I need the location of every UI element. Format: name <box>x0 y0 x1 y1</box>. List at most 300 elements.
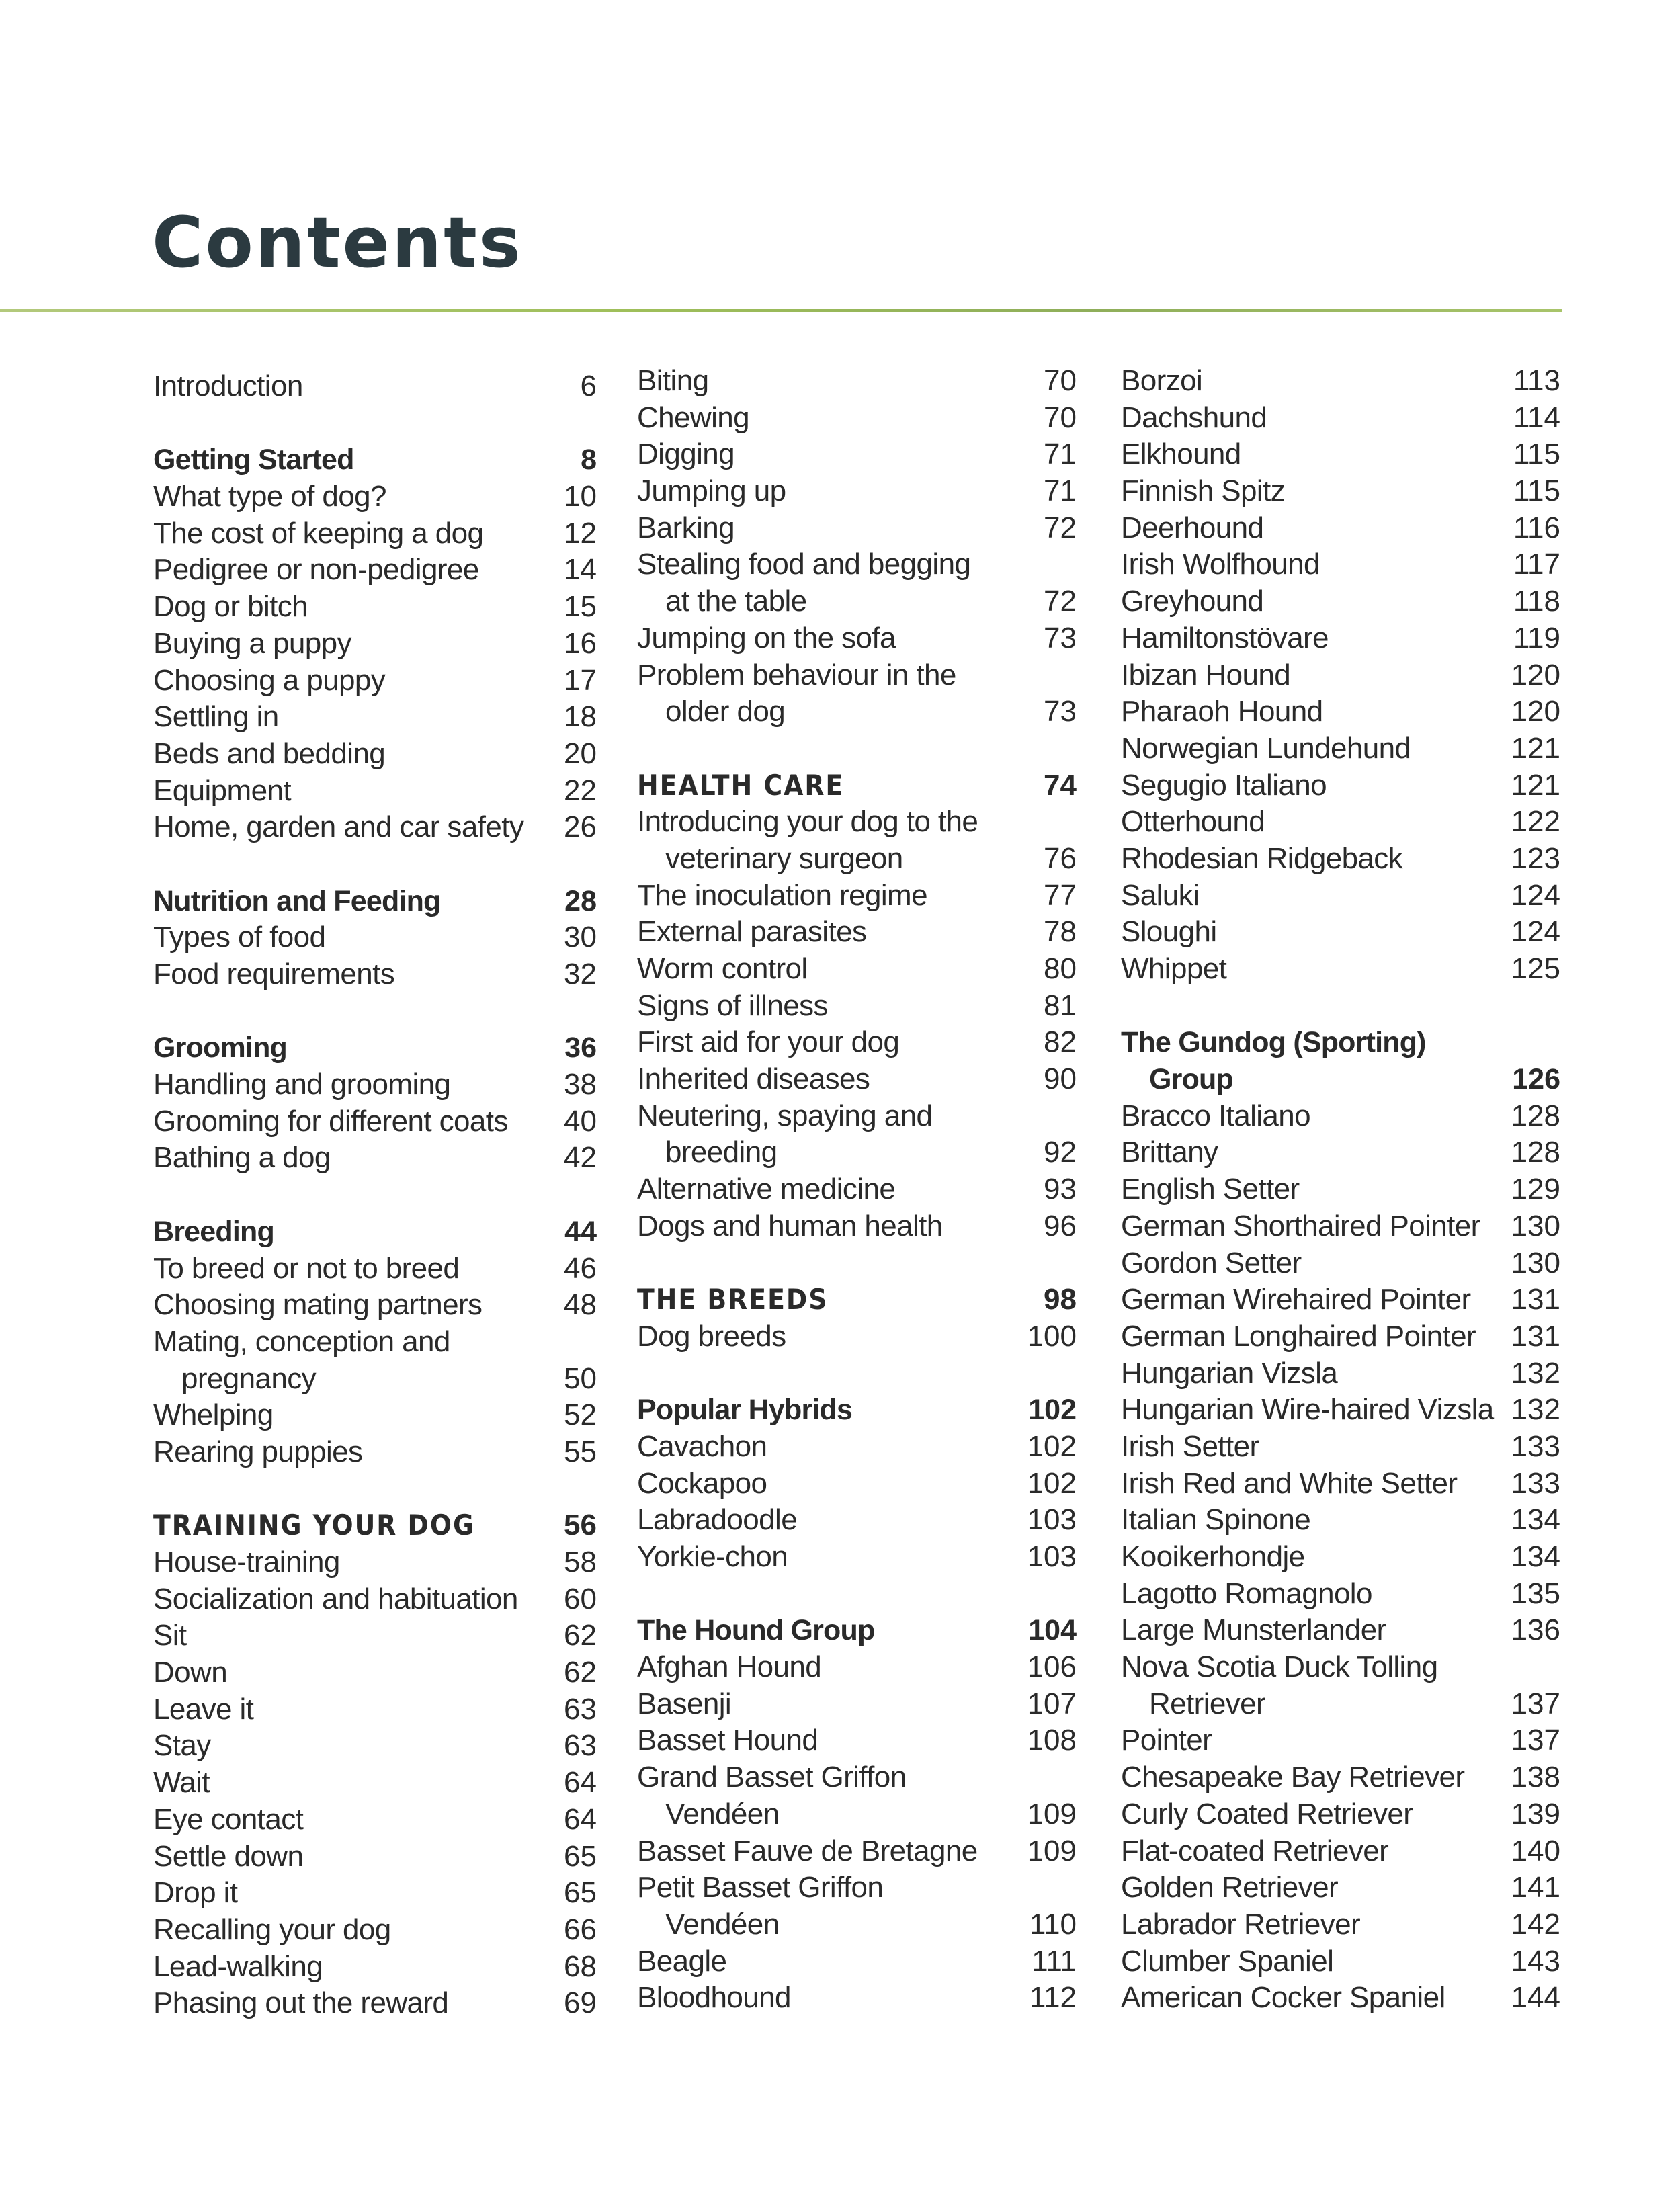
toc-entry[interactable] <box>153 1324 597 1361</box>
toc-entry-title: Choosing mating partners <box>153 1288 482 1322</box>
toc-page-number: 93 <box>1044 1173 1077 1206</box>
toc-entry-title: The inoculation regime <box>637 878 927 912</box>
toc-entry-title: Borzoi <box>1121 364 1203 397</box>
toc-entry-title: Gordon Setter <box>1121 1246 1302 1279</box>
toc-entry[interactable] <box>637 1061 1077 1098</box>
toc-entry[interactable] <box>1121 1281 1560 1318</box>
toc-entry-title: American Cocker Spaniel <box>1121 1981 1445 2015</box>
toc-entry-title: Yorkie-chon <box>637 1540 788 1573</box>
toc-entry-title: Basset Fauve de Bretagne <box>637 1834 978 1867</box>
toc-page-number: 112 <box>1029 1981 1077 2015</box>
toc-entry-title: Getting Started <box>153 444 354 476</box>
toc-section-heading[interactable] <box>637 1612 1077 1649</box>
toc-page-number: 109 <box>1027 1834 1077 1867</box>
toc-entry-title: Phasing out the reward <box>153 1986 449 2020</box>
toc-page-number: 129 <box>1511 1173 1560 1206</box>
toc-entry[interactable] <box>637 363 1077 400</box>
toc-page-number: 118 <box>1513 585 1560 618</box>
toc-entry[interactable] <box>1121 1943 1560 1980</box>
toc-section-heading-continuation[interactable] <box>1121 1061 1560 1098</box>
toc-page-number: 20 <box>564 736 597 770</box>
toc-entry-title: Bracco Italiano <box>1121 1099 1311 1132</box>
toc-entry[interactable] <box>1121 1208 1560 1245</box>
toc-entry-title: First aid for your dog <box>637 1025 900 1059</box>
toc-entry[interactable] <box>637 1722 1077 1759</box>
toc-page-number: 72 <box>1044 511 1077 544</box>
toc-section-heading[interactable] <box>153 883 597 920</box>
toc-entry-continuation[interactable] <box>637 1134 1077 1171</box>
toc-page-number: 125 <box>1511 952 1560 985</box>
toc-entry[interactable] <box>1121 693 1560 730</box>
toc-page-number: 131 <box>1511 1319 1560 1353</box>
toc-entry-title: The cost of keeping a dog <box>153 516 484 550</box>
toc-page-number: 132 <box>1511 1356 1560 1390</box>
toc-entry[interactable] <box>153 1140 597 1177</box>
toc-page-number: 15 <box>564 590 597 624</box>
toc-entry[interactable] <box>637 1833 1077 1870</box>
toc-entry[interactable] <box>1121 1171 1560 1208</box>
toc-entry[interactable] <box>153 1949 597 1986</box>
toc-entry[interactable] <box>153 1544 597 1581</box>
toc-entry-title: Lead-walking <box>153 1949 323 1983</box>
toc-page-number: 138 <box>1511 1761 1560 1794</box>
toc-entry[interactable] <box>637 1943 1077 1980</box>
toc-entry[interactable] <box>637 1429 1077 1466</box>
toc-entry[interactable] <box>1121 620 1560 657</box>
toc-entry[interactable] <box>1121 1502 1560 1539</box>
toc-page-number: 80 <box>1044 952 1077 985</box>
toc-entry[interactable] <box>153 368 597 405</box>
toc-page-number: 78 <box>1044 915 1077 949</box>
toc-entry[interactable] <box>153 1397 597 1434</box>
toc-entry[interactable] <box>637 914 1077 951</box>
toc-page-number: 32 <box>564 958 597 991</box>
toc-entry[interactable] <box>637 988 1077 1025</box>
toc-entry-title: Down <box>153 1656 228 1689</box>
toc-page-number: 70 <box>1044 401 1077 434</box>
toc-entry-title: Pointer <box>1121 1724 1212 1757</box>
toc-entry-title: Clumber Spaniel <box>1121 1944 1334 1978</box>
toc-page-number: 71 <box>1044 474 1077 508</box>
toc-entry-title: Types of food <box>153 921 326 954</box>
toc-entry-title: Breeding <box>153 1215 274 1248</box>
toc-entry[interactable] <box>637 1318 1077 1355</box>
toc-entry[interactable] <box>1121 657 1560 694</box>
toc-page-number: 16 <box>564 626 597 660</box>
toc-entry-title: Recalling your dog <box>153 1912 391 1946</box>
toc-entry[interactable] <box>153 1581 597 1618</box>
toc-page-number: 137 <box>1511 1724 1560 1757</box>
section-spacer <box>153 405 597 442</box>
toc-entry[interactable] <box>637 400 1077 437</box>
section-spacer <box>1121 988 1560 1025</box>
toc-entry[interactable] <box>153 1287 597 1324</box>
toc-entry-title: Whelping <box>153 1398 274 1432</box>
toc-entry-title: The Gundog (Sporting) <box>1121 1026 1426 1059</box>
toc-entry-title: Nutrition and Feeding <box>153 884 441 917</box>
toc-entry[interactable] <box>637 1208 1077 1245</box>
toc-entry-title: veterinary surgeon <box>665 841 903 875</box>
toc-entry[interactable] <box>153 1251 597 1288</box>
toc-entry[interactable] <box>1121 878 1560 915</box>
toc-entry-title: Alternative medicine <box>637 1173 896 1206</box>
toc-entry[interactable] <box>637 1869 1077 1906</box>
toc-entry-title: The Hound Group <box>637 1614 875 1647</box>
toc-entry-title: Saluki <box>1121 878 1200 912</box>
toc-page-number: 102 <box>1028 1394 1077 1427</box>
toc-entry[interactable] <box>637 804 1077 841</box>
toc-part-heading[interactable] <box>637 767 1077 804</box>
toc-page-number: 139 <box>1511 1797 1560 1830</box>
toc-page-number: 50 <box>564 1361 597 1395</box>
toc-entry[interactable] <box>1121 841 1560 878</box>
toc-entry[interactable] <box>153 1802 597 1839</box>
toc-entry[interactable] <box>1121 473 1560 510</box>
toc-entry[interactable] <box>637 1649 1077 1686</box>
toc-entry[interactable] <box>153 1839 597 1876</box>
toc-page-number: 28 <box>564 884 597 917</box>
toc-page-number: 96 <box>1044 1209 1077 1243</box>
toc-section-heading[interactable] <box>153 441 597 478</box>
toc-entry-title: Mating, conception and <box>153 1324 450 1358</box>
toc-page-number: 10 <box>564 480 597 513</box>
toc-entry-title: Golden Retriever <box>1121 1871 1338 1904</box>
toc-entry-title: Settle down <box>153 1839 304 1873</box>
toc-page-number: 52 <box>564 1398 597 1432</box>
toc-entry[interactable] <box>1121 1869 1560 1906</box>
toc-entry-title: Beds and bedding <box>153 736 386 770</box>
toc-page-number: 131 <box>1511 1283 1560 1316</box>
toc-page-number: 113 <box>1513 364 1560 397</box>
toc-entry-title: Hamiltonstövare <box>1121 621 1329 655</box>
toc-entry[interactable] <box>637 1024 1077 1061</box>
toc-entry-title: Basenji <box>637 1687 732 1720</box>
toc-entry[interactable] <box>1121 1906 1560 1943</box>
toc-entry[interactable] <box>153 1691 597 1728</box>
toc-entry[interactable] <box>1121 1098 1560 1135</box>
toc-entry[interactable] <box>637 510 1077 547</box>
toc-entry[interactable] <box>153 1912 597 1949</box>
toc-entry-continuation[interactable] <box>637 841 1077 878</box>
toc-section-heading[interactable] <box>637 1392 1077 1429</box>
toc-entry-title: Handling and grooming <box>153 1068 451 1101</box>
toc-entry-title: Afghan Hound <box>637 1650 822 1684</box>
toc-part-heading[interactable] <box>153 1507 597 1544</box>
toc-entry[interactable] <box>153 1654 597 1691</box>
toc-entry-title: Large Munsterlander <box>1121 1613 1386 1647</box>
toc-page-number: 65 <box>564 1839 597 1873</box>
toc-entry[interactable] <box>637 436 1077 473</box>
toc-entry[interactable] <box>637 657 1077 694</box>
toc-entry-title: at the table <box>665 585 807 618</box>
section-spacer <box>153 846 597 883</box>
toc-page-number: 124 <box>1511 915 1560 949</box>
toc-entry-title: breeding <box>665 1136 778 1169</box>
toc-entry-title: Stay <box>153 1729 211 1763</box>
toc-entry[interactable] <box>637 620 1077 657</box>
toc-page-number: 114 <box>1513 401 1560 434</box>
toc-entry-title: Digging <box>637 437 735 471</box>
toc-entry[interactable] <box>1121 546 1560 583</box>
toc-entry[interactable] <box>637 1759 1077 1796</box>
toc-page-number: 115 <box>1513 437 1560 471</box>
toc-entry-title: Greyhound <box>1121 585 1264 618</box>
toc-entry-title: Dachshund <box>1121 401 1267 434</box>
toc-entry[interactable] <box>1121 1722 1560 1759</box>
toc-part-heading[interactable] <box>637 1281 1077 1318</box>
toc-entry[interactable] <box>153 1875 597 1912</box>
toc-page-number: 121 <box>1511 768 1560 802</box>
toc-entry[interactable] <box>153 1617 597 1654</box>
toc-entry[interactable] <box>1121 767 1560 804</box>
toc-entry[interactable] <box>153 1985 597 2022</box>
toc-page-number: 44 <box>564 1215 597 1248</box>
toc-entry[interactable] <box>153 1103 597 1140</box>
toc-entry[interactable] <box>1121 400 1560 437</box>
toc-column-1 <box>153 368 597 2022</box>
toc-entry[interactable] <box>1121 914 1560 951</box>
toc-page-number: 136 <box>1511 1613 1560 1647</box>
toc-page-number: 55 <box>564 1435 597 1468</box>
toc-entry[interactable] <box>1121 1355 1560 1392</box>
toc-page-number: 77 <box>1044 878 1077 912</box>
toc-entry-title: German Longhaired Pointer <box>1121 1319 1476 1353</box>
toc-entry-title: Irish Wolfhound <box>1121 548 1320 581</box>
toc-entry-title: Inherited diseases <box>637 1062 870 1096</box>
toc-page-number: 137 <box>1511 1687 1560 1720</box>
toc-entry-title: Vendéen <box>665 1797 780 1830</box>
toc-page-number: 72 <box>1044 585 1077 618</box>
toc-entry-title: Dog or bitch <box>153 590 308 624</box>
toc-entry[interactable] <box>153 1728 597 1765</box>
toc-entry[interactable] <box>637 1171 1077 1208</box>
toc-entry-title: TRAINING YOUR DOG <box>153 1509 476 1542</box>
toc-entry[interactable] <box>1121 1429 1560 1466</box>
toc-page-number: 62 <box>564 1619 597 1652</box>
toc-entry-title: Vendéen <box>665 1907 780 1941</box>
toc-entry-continuation[interactable] <box>637 1906 1077 1943</box>
toc-entry-title: Bathing a dog <box>153 1141 331 1175</box>
toc-entry-title: Cockapoo <box>637 1466 767 1500</box>
toc-column-3 <box>1121 363 1560 2017</box>
toc-entry-title: Barking <box>637 511 734 544</box>
toc-entry[interactable] <box>1121 583 1560 620</box>
toc-entry-title: Neutering, spaying and <box>637 1099 933 1132</box>
toc-entry[interactable] <box>153 1066 597 1103</box>
toc-page-number: 22 <box>564 773 597 807</box>
toc-page-number: 18 <box>564 700 597 734</box>
toc-entry-title: Chewing <box>637 401 750 434</box>
toc-page-number: 12 <box>564 516 597 550</box>
toc-page-number: 121 <box>1511 731 1560 765</box>
section-spacer <box>153 993 597 1030</box>
toc-entry[interactable] <box>637 1539 1077 1576</box>
toc-entry-title: Beagle <box>637 1944 727 1978</box>
toc-entry-title: Stealing food and begging <box>637 548 971 581</box>
toc-entry-title: HEALTH CARE <box>637 768 845 802</box>
toc-entry-title: Dogs and human health <box>637 1209 943 1243</box>
toc-entry[interactable] <box>637 546 1077 583</box>
toc-entry-title: Ibizan Hound <box>1121 658 1291 691</box>
toc-entry[interactable] <box>1121 1576 1560 1613</box>
toc-entry-title: Socialization and habituation <box>153 1582 518 1615</box>
toc-entry-title: Segugio Italiano <box>1121 768 1327 802</box>
toc-page-number: 103 <box>1027 1540 1077 1573</box>
toc-entry[interactable] <box>153 478 597 515</box>
toc-entry-continuation[interactable] <box>1121 1686 1560 1723</box>
toc-entry-title: Eye contact <box>153 1802 304 1836</box>
toc-entry-title: Choosing a puppy <box>153 663 386 697</box>
toc-entry-title: Equipment <box>153 773 291 807</box>
toc-entry-title: Rhodesian Ridgeback <box>1121 841 1403 875</box>
toc-entry-title: Whippet <box>1121 952 1227 985</box>
toc-entry[interactable] <box>153 919 597 956</box>
toc-entry[interactable] <box>1121 730 1560 767</box>
toc-entry-title: Brittany <box>1121 1136 1218 1169</box>
toc-entry-title: Sit <box>153 1619 187 1652</box>
toc-entry[interactable] <box>153 589 597 626</box>
toc-entry[interactable] <box>1121 1245 1560 1282</box>
toc-entry-title: Finnish Spitz <box>1121 474 1286 508</box>
toc-entry-title: Labradoodle <box>637 1503 798 1537</box>
toc-entry[interactable] <box>1121 510 1560 547</box>
section-spacer <box>637 730 1077 767</box>
toc-page-number: 36 <box>564 1031 597 1064</box>
toc-entry[interactable] <box>1121 1980 1560 2017</box>
toc-page-number: 135 <box>1511 1576 1560 1610</box>
toc-entry[interactable] <box>153 736 597 773</box>
toc-entry[interactable] <box>153 663 597 700</box>
toc-entry[interactable] <box>153 699 597 736</box>
toc-entry-continuation[interactable] <box>153 1361 597 1398</box>
toc-entry[interactable] <box>637 1980 1077 2017</box>
toc-entry-title: Introduction <box>153 370 303 403</box>
toc-entry-title: Settling in <box>153 700 279 734</box>
toc-entry-title: Jumping up <box>637 474 786 508</box>
toc-page-number: 58 <box>564 1546 597 1578</box>
toc-entry-continuation[interactable] <box>637 693 1077 730</box>
toc-entry[interactable] <box>637 1686 1077 1723</box>
toc-entry[interactable] <box>1121 363 1560 400</box>
toc-page-number: 73 <box>1044 695 1077 728</box>
toc-page-number: 126 <box>1512 1063 1560 1096</box>
toc-page-number: 82 <box>1044 1025 1077 1059</box>
toc-entry[interactable] <box>1121 1539 1560 1576</box>
toc-entry[interactable] <box>153 626 597 663</box>
toc-entry-title: Rearing puppies <box>153 1435 363 1468</box>
toc-page-number: 133 <box>1511 1429 1560 1463</box>
toc-entry-title: Curly Coated Retriever <box>1121 1797 1413 1830</box>
toc-section-heading[interactable] <box>1121 1024 1560 1061</box>
toc-entry[interactable] <box>637 1098 1077 1135</box>
toc-entry[interactable] <box>153 809 597 846</box>
toc-entry[interactable] <box>1121 1466 1560 1503</box>
toc-page-number: 14 <box>564 553 597 587</box>
toc-entry[interactable] <box>1121 1612 1560 1649</box>
toc-page-number: 128 <box>1511 1099 1560 1132</box>
toc-entry[interactable] <box>1121 1318 1560 1355</box>
toc-entry-title: Chesapeake Bay Retriever <box>1121 1761 1465 1794</box>
toc-entry-title: Elkhound <box>1121 437 1241 471</box>
toc-entry[interactable] <box>637 878 1077 915</box>
section-spacer <box>153 1471 597 1508</box>
toc-entry[interactable] <box>1121 1833 1560 1870</box>
toc-page-number: 132 <box>1511 1393 1560 1427</box>
toc-page-number: 104 <box>1028 1614 1077 1647</box>
toc-entry[interactable] <box>1121 951 1560 988</box>
toc-entry[interactable] <box>153 1765 597 1802</box>
toc-entry-title: Worm control <box>637 952 808 985</box>
toc-page-number: 100 <box>1027 1319 1077 1353</box>
toc-entry-title: House-training <box>153 1546 340 1578</box>
toc-section-heading[interactable] <box>153 1214 597 1251</box>
toc-entry[interactable] <box>1121 1759 1560 1796</box>
toc-page-number: 70 <box>1044 364 1077 397</box>
toc-entry-title: Biting <box>637 364 709 397</box>
toc-page-number: 98 <box>1044 1283 1077 1316</box>
toc-entry-title: Problem behaviour in the <box>637 658 956 691</box>
toc-entry-title: Kooikerhondje <box>1121 1540 1305 1573</box>
toc-entry[interactable] <box>153 1434 597 1471</box>
toc-entry-title: German Shorthaired Pointer <box>1121 1209 1480 1243</box>
toc-page-number: 46 <box>564 1251 597 1285</box>
toc-page-number: 128 <box>1511 1136 1560 1169</box>
toc-entry-continuation[interactable] <box>637 1796 1077 1833</box>
toc-entry[interactable] <box>1121 1796 1560 1833</box>
toc-entry-title: Grooming <box>153 1031 288 1064</box>
toc-entry-title: German Wirehaired Pointer <box>1121 1283 1471 1316</box>
toc-entry[interactable] <box>1121 1392 1560 1429</box>
toc-entry-title: Norwegian Lundehund <box>1121 731 1411 765</box>
toc-entry-title: Irish Setter <box>1121 1429 1259 1463</box>
toc-entry[interactable] <box>637 1502 1077 1539</box>
toc-entry-title: Hungarian Vizsla <box>1121 1356 1338 1390</box>
toc-entry[interactable] <box>1121 1649 1560 1686</box>
toc-page-number: 26 <box>564 810 597 844</box>
toc-entry[interactable] <box>153 552 597 589</box>
toc-entry-continuation[interactable] <box>637 583 1077 620</box>
toc-entry[interactable] <box>637 473 1077 510</box>
toc-page-number: 102 <box>1027 1466 1077 1500</box>
toc-entry-title: Retriever <box>1149 1687 1266 1720</box>
toc-page-number: 6 <box>580 370 597 403</box>
toc-page-number: 103 <box>1027 1503 1077 1537</box>
toc-entry[interactable] <box>153 773 597 810</box>
section-spacer <box>153 1177 597 1214</box>
toc-page-number: 66 <box>564 1912 597 1946</box>
toc-entry[interactable] <box>1121 1134 1560 1171</box>
toc-entry[interactable] <box>153 956 597 993</box>
toc-entry[interactable] <box>637 1466 1077 1503</box>
title-divider <box>0 309 1562 312</box>
toc-entry-title: Grooming for different coats <box>153 1104 508 1138</box>
toc-page-number: 48 <box>564 1288 597 1322</box>
toc-entry[interactable] <box>153 515 597 552</box>
toc-entry-title: pregnancy <box>181 1361 317 1395</box>
toc-entry-title: Otterhound <box>1121 805 1265 839</box>
toc-entry[interactable] <box>1121 436 1560 473</box>
toc-entry-title: Cavachon <box>637 1429 767 1463</box>
toc-page-number: 76 <box>1044 841 1077 875</box>
toc-page-number: 134 <box>1511 1503 1560 1537</box>
toc-page-number: 17 <box>564 663 597 697</box>
toc-entry-title: Hungarian Wire-haired Vizsla <box>1121 1393 1494 1427</box>
toc-entry-title: Dog breeds <box>637 1319 786 1353</box>
section-spacer <box>637 1245 1077 1282</box>
toc-entry[interactable] <box>1121 804 1560 841</box>
toc-entry[interactable] <box>637 951 1077 988</box>
toc-section-heading[interactable] <box>153 1029 597 1066</box>
